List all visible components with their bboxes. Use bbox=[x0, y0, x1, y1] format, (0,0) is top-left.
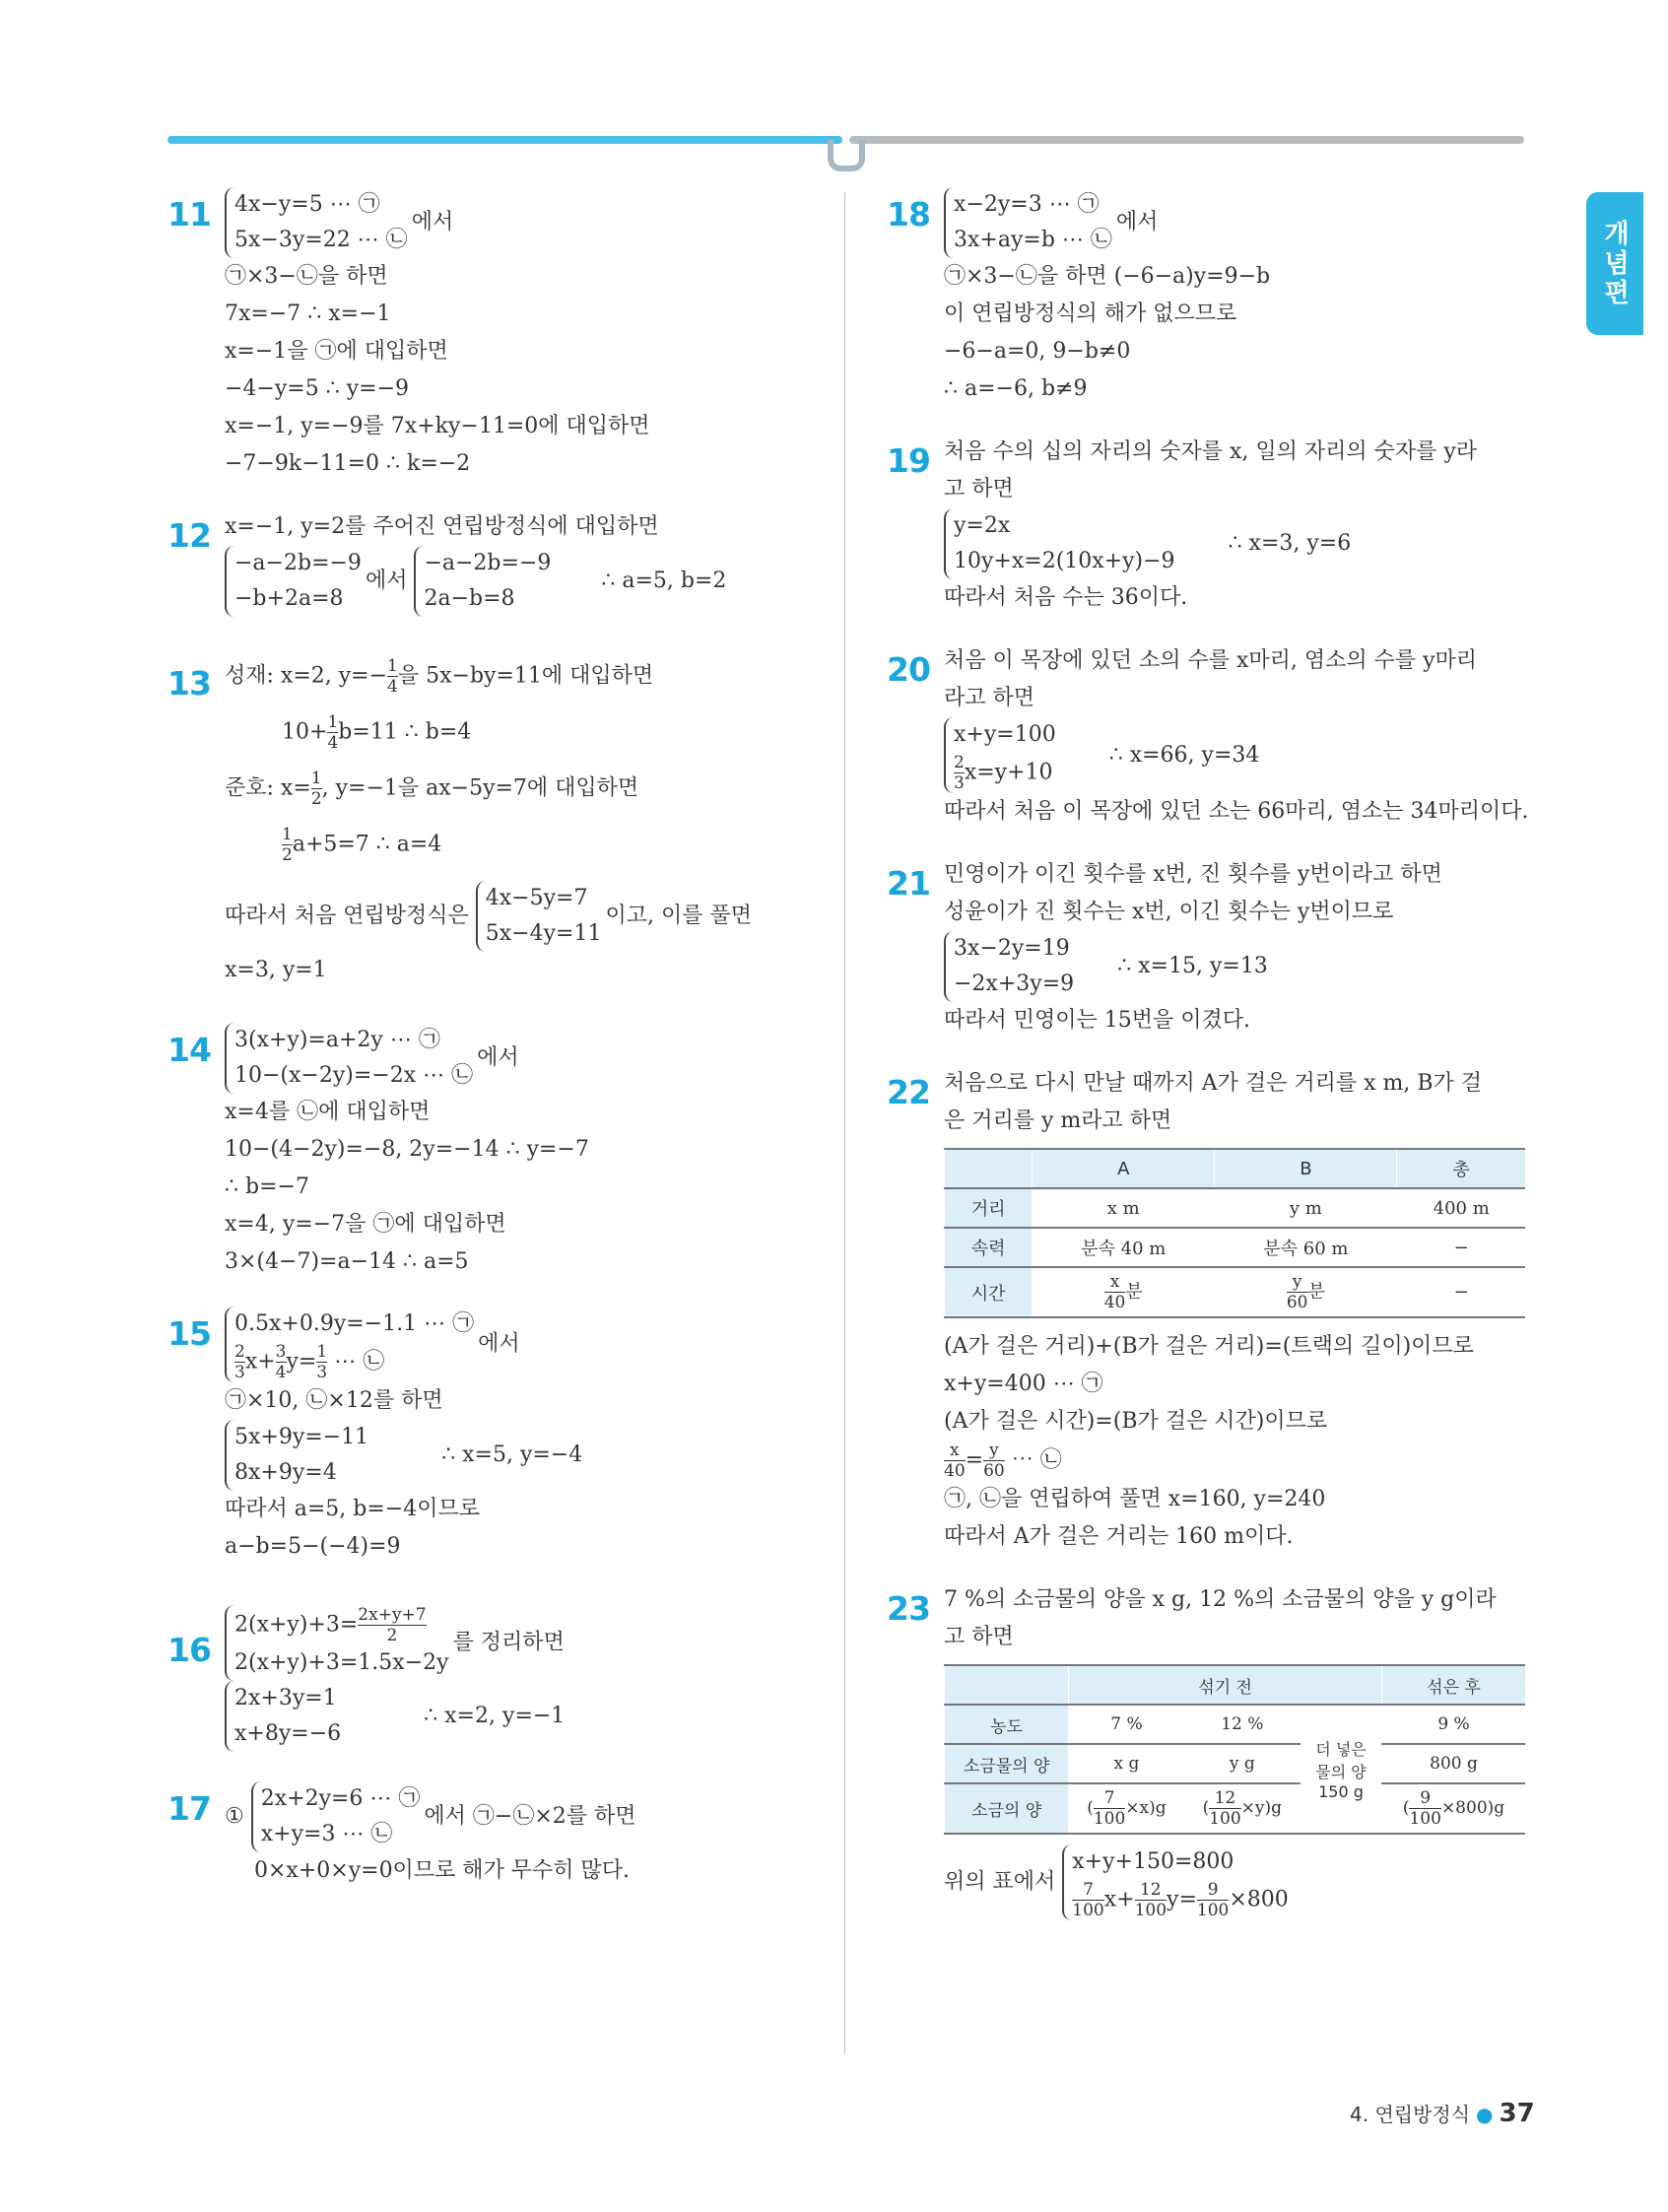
equation-system: 4x−5y=7 5x−4y=11 bbox=[476, 881, 602, 952]
problem-23: 23 7 %의 소금물의 양을 x g, 12 %의 소금물의 양을 y g이라 고 하면 섞기 전 섞은 후 농도 7 % 12 % 더 넣은 물의 양 150 g 9 % 소금물의 양 x g y g 800 g 소금의 양 ( $\frac{7}{100}$ ×x)g ( $\frac{12}{100}$ ×y)g ( $\frac{9}{100}$ ×800)g 위의 표에서 x+y+150=800 $\frac{7}{100}$ x+ $\frac{12}{100}$ y= $\frac{9}{100}$ ×800 bbox=[887, 1581, 1527, 1920]
problem-number: 12 bbox=[167, 516, 211, 555]
equation-system: x+y+150=800 $\frac{7}{100}$ x+ $\frac{12}{100}$ y= $\frac{9}{100}$ ×800 bbox=[1062, 1844, 1289, 1920]
equation-system: 0.5x+0.9y=−1.1 ⋯ ㉠ $\frac{2}{3}$ x+ $\frac{3}{4}$ y= $\frac{1}{3}$ ⋯ ㉡ bbox=[225, 1307, 474, 1382]
fraction: $\frac{1}{4}$ bbox=[327, 712, 339, 753]
problem-18: 18 x−2y=3 ⋯ ㉠ 3x+ay=b ⋯ ㉡ 에서 ㉠×3−㉡을 하면 (−6−a)y=9−b 이 연립방정식의 해가 없으므로 −6−a=0, 9−b≠0 ∴ a=−6, b≠9 bbox=[887, 187, 1527, 408]
equation-system: 5x+9y=−11 8x+9y=4 bbox=[225, 1420, 368, 1491]
problem-11: 11 4x−y=5 ⋯ ㉠ 5x−3y=22 ⋯ ㉡ 에서 ㉠×3−㉡을 하면 7x=−7 ∴ x=−1 x=−1을 ㉠에 대입하면 −4−y=5 ∴ y=−9 x=−1, y=−9를 7x+ky−11=0에 대입하면 −7−9k−11=0 ∴ k=−2 bbox=[167, 187, 818, 483]
equation-system: 3(x+y)=a+2y ⋯ ㉠ 10−(x−2y)=−2x ⋯ ㉡ bbox=[225, 1023, 473, 1094]
table-row: 소금의 양 ( $\frac{7}{100}$ ×x)g ( $\frac{12}{100}$ ×y)g ( $\frac{9}{100}$ ×800)g bbox=[945, 1783, 1526, 1834]
equation-system: −a−2b=−9 −b+2a=8 bbox=[225, 546, 362, 617]
problem-number: 11 bbox=[167, 195, 211, 234]
table-row: 속력 분속 40 m 분속 60 m − bbox=[945, 1228, 1526, 1267]
column-divider bbox=[844, 192, 845, 2054]
problem-number: 21 bbox=[887, 864, 930, 903]
problem-12: 12 x=−1, y=2를 주어진 연립방정식에 대입하면 −a−2b=−9 −b+2a=8 에서 −a−2b=−9 2a−b=8 ∴ a=5, b=2 bbox=[167, 508, 818, 617]
problem-21: 21 민영이가 이긴 횟수를 x번, 진 횟수를 y번이라고 하면 성윤이가 진 횟수는 x번, 이긴 횟수는 y번이므로 3x−2y=19 −2x+3y=9 ∴ x=15, y=13 따라서 민영이는 15번을 이겼다. bbox=[887, 862, 1442, 1033]
problem-number: 17 bbox=[167, 1789, 211, 1828]
problem-17: 17 ① 2x+2y=6 ⋯ ㉠ x+y=3 ⋯ ㉡ 에서 ㉠−㉡×2를 하면 0×x+0×y=0이므로 해가 무수히 많다. bbox=[167, 1781, 818, 1890]
fraction: $\frac{1}{4}$ bbox=[387, 656, 398, 697]
right-column bbox=[887, 187, 1527, 1946]
chapter-title: 4. 연립방정식 bbox=[1350, 2103, 1471, 2126]
left-column bbox=[167, 187, 818, 1915]
header-bar-right bbox=[849, 136, 1524, 144]
fraction: $\frac{1}{2}$ bbox=[282, 825, 293, 865]
problem-number: 18 bbox=[887, 195, 930, 234]
distance-speed-table: A B 총 거리 x m y m 400 m 속력 분속 40 m 분속 60 m − 시간 $\frac{x}{40}$ 분 $\frac{y}{60}$ 분 − bbox=[944, 1148, 1525, 1318]
problem-14: 14 3(x+y)=a+2y ⋯ ㉠ 10−(x−2y)=−2x ⋯ ㉡ 에서 x=4를 ㉡에 대입하면 10−(4−2y)=−8, 2y=−14 ∴ y=−7 ∴ b=−7 x=4, y=−7을 ㉠에 대입하면 3×(4−7)=a−14 ∴ a=5 bbox=[167, 1023, 818, 1281]
header-bar-left bbox=[167, 136, 842, 144]
problem-number: 20 bbox=[887, 650, 930, 689]
problem-number: 22 bbox=[887, 1073, 930, 1111]
equation-system: x−2y=3 ⋯ ㉠ 3x+ay=b ⋯ ㉡ bbox=[944, 187, 1112, 258]
problem-number: 13 bbox=[167, 664, 211, 703]
problem-15: 15 0.5x+0.9y=−1.1 ⋯ ㉠ $\frac{2}{3}$ x+ $\frac{3}{4}$ y= $\frac{1}{3}$ ⋯ ㉡ 에서 ㉠×10, ㉡×12를 하면 5x+9y=−11 8x+9y=4 ∴ x=5, y=−4 따라서 a=5, b=−4이므로 a−b=5−(−4)=9 bbox=[167, 1307, 818, 1566]
problem-22: 22 처음으로 다시 만날 때까지 A가 걸은 거리를 x m, B가 걸 은 거리를 y m라고 하면 A B 총 거리 x m y m 400 m 속력 분속 40 m 분속 60 m − 시간 $\frac{x}{40}$ 분 $\frac{y}{60}$ 분 − (A가 걸은 거리)+(B가 걸은 거리)=(트랙의 길이)이므로 x+y=400 ⋯ ㉠ (A가 걸은 시간)=(B가 걸은 시간)이므로 $\frac{x}{40}$ = $\frac{y}{60}$ ⋯ ㉡ ㉠, ㉡을 연립하여 풀면 x=160, y=240 따라서 A가 걸은 거리는 160 m이다. bbox=[887, 1065, 1527, 1556]
problem-19: 19 처음 수의 십의 자리의 숫자를 x, 일의 자리의 숫자를 y라 고 하면 y=2x 10y+x=2(10x+y)−9 ∴ x=3, y=6 따라서 처음 수는 36이다. bbox=[887, 439, 1478, 610]
problem-number: 14 bbox=[167, 1031, 211, 1069]
problem-number: 19 bbox=[887, 441, 930, 480]
table-row: 농도 7 % 12 % 더 넣은 물의 양 150 g 9 % bbox=[945, 1705, 1526, 1744]
problem-number: 23 bbox=[887, 1589, 930, 1628]
table-row: 거리 x m y m 400 m bbox=[945, 1188, 1526, 1228]
equation-system: 3x−2y=19 −2x+3y=9 bbox=[944, 931, 1074, 1002]
page-number: 37 bbox=[1499, 2099, 1535, 2128]
problem-13: 13 성재: x=2, y=− $\frac{1}{4}$ 을 5x−by=11에 대입하면 10+ $\frac{1}{4}$ b=11 ∴ b=4 준호: x= $\frac{1}{2}$ , y=−1을 ax−5y=7에 대입하면 $\frac{1}{2}$ a+5=7 ∴ a=4 따라서 처음 연립방정식은 4x−5y=7 5x−4y=11 이고, 이를 풀면 x=3, y=1 bbox=[167, 656, 752, 982]
header-notch bbox=[828, 140, 865, 171]
equation-system: 4x−y=5 ⋯ ㉠ 5x−3y=22 ⋯ ㉡ bbox=[225, 187, 408, 258]
bullet-icon: ● bbox=[1476, 2103, 1494, 2126]
table-row: 소금물의 양 x g y g 800 g bbox=[945, 1744, 1526, 1783]
section-tab[interactable]: 개념편 bbox=[1586, 192, 1643, 335]
problem-number: 16 bbox=[167, 1631, 211, 1669]
equation-system: 2x+2y=6 ⋯ ㉠ x+y=3 ⋯ ㉡ bbox=[251, 1781, 421, 1852]
fraction: $\frac{1}{2}$ bbox=[310, 769, 322, 809]
table-row: 시간 $\frac{x}{40}$ 분 $\frac{y}{60}$ 분 − bbox=[945, 1267, 1526, 1317]
salt-water-table: 섞기 전 섞은 후 농도 7 % 12 % 더 넣은 물의 양 150 g 9 % 소금물의 양 x g y g 800 g 소금의 양 ( $\frac{7}{100}$ ×x)g ( $\frac{12}{100}$ ×y)g ( $\frac{9}{100}$ ×800)g bbox=[944, 1664, 1525, 1835]
page-footer bbox=[1350, 2099, 1535, 2128]
equation-system: y=2x 10y+x=2(10x+y)−9 bbox=[944, 508, 1175, 579]
equation-system: 2(x+y)+3= $\frac{2x+y+7}{2}$ 2(x+y)+3=1.5x−2y bbox=[225, 1605, 449, 1681]
problem-number: 15 bbox=[167, 1314, 211, 1353]
problem-20: 20 처음 이 목장에 있던 소의 수를 x마리, 염소의 수를 y마리 라고 하면 x+y=100 $\frac{2}{3}$ x=y+10 ∴ x=66, y=34 따라서 처음 이 목장에 있던 소는 66마리, 염소는 34마리이다. bbox=[887, 648, 1529, 824]
equation-system: 2x+3y=1 x+8y=−6 bbox=[225, 1681, 341, 1752]
equation-system: −a−2b=−9 2a−b=8 bbox=[414, 546, 551, 617]
equation-system: x+y=100 $\frac{2}{3}$ x=y+10 bbox=[944, 717, 1056, 793]
problem-16: 16 2(x+y)+3= $\frac{2x+y+7}{2}$ 2(x+y)+3=1.5x−2y 를 정리하면 2x+3y=1 x+8y=−6 ∴ x=2, y=−1 bbox=[167, 1605, 818, 1752]
